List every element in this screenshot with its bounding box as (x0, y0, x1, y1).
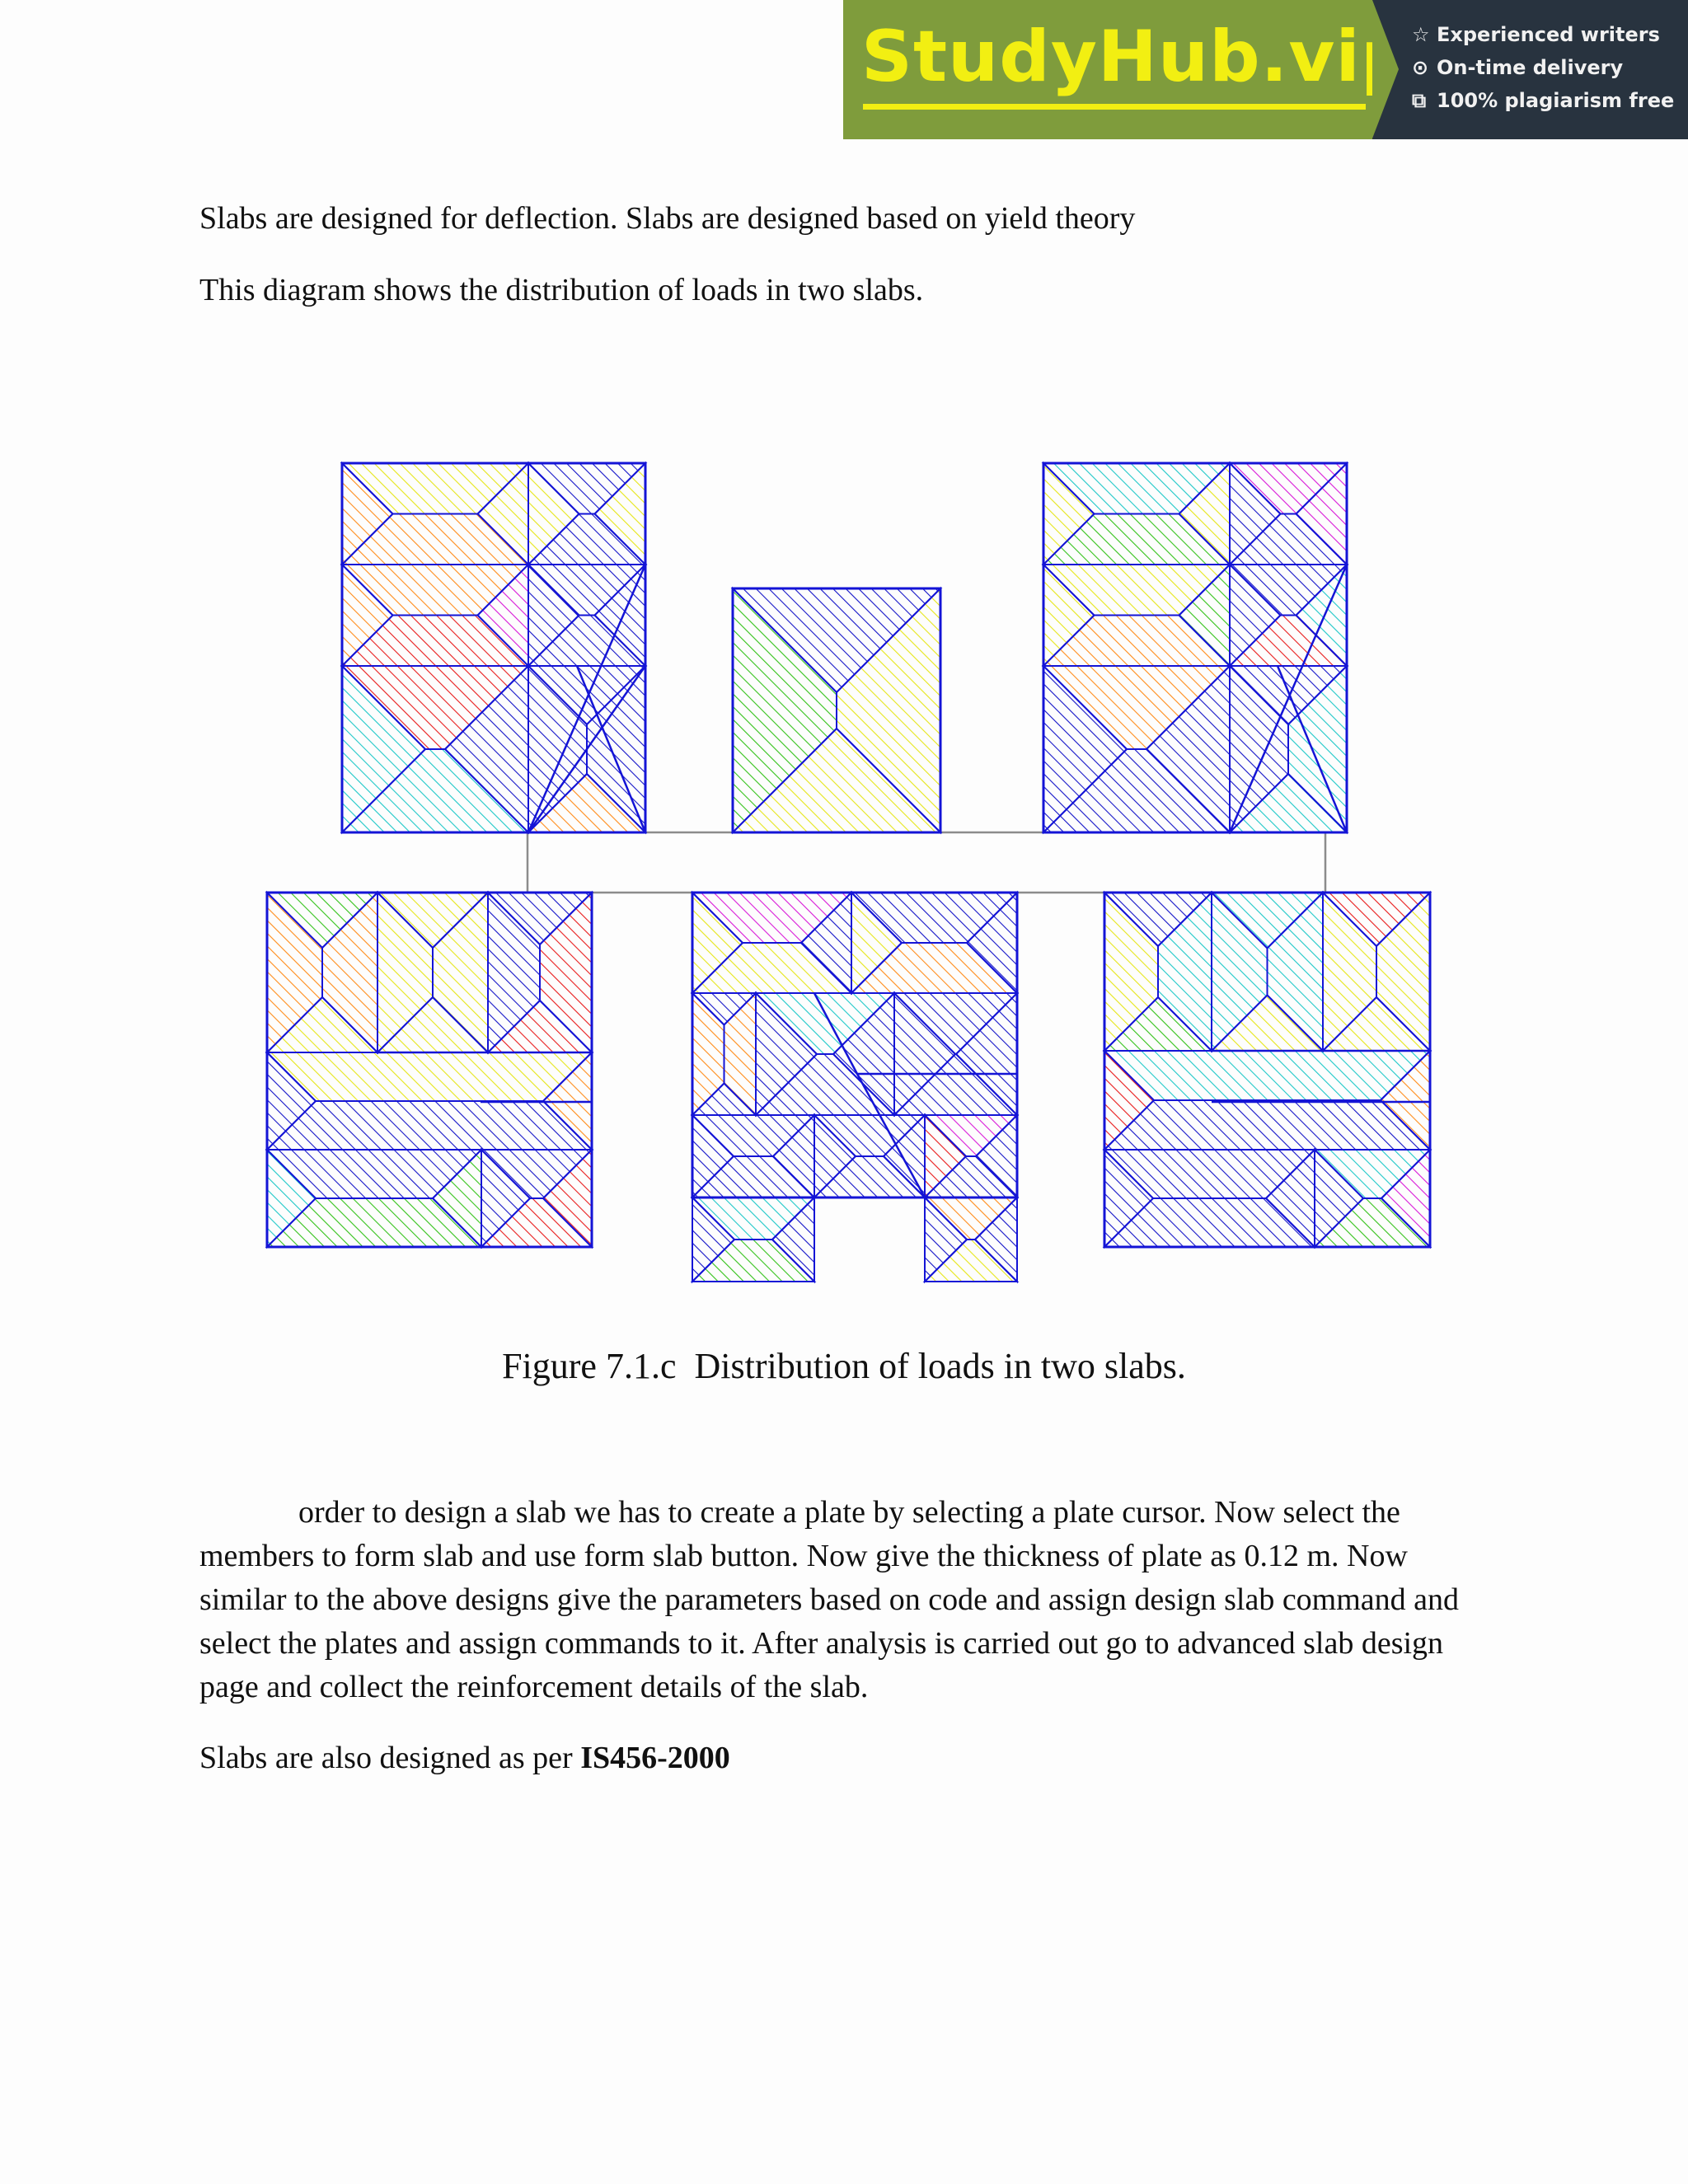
br-panel-4-bottom (1104, 1100, 1430, 1150)
perk-label: 100% plagiarism free (1437, 89, 1675, 112)
code-standard: IS456-2000 (580, 1741, 730, 1775)
body-paragraph: order to design a slab we has to create a plate by selecting a plate cursor. Now select the members to form slab and use form slab button. Now give the thickness of plate as 0.12 m. Now similar to the above designs give the parameters based on code and assign design slab command and select the plates and assign commands to it. After analysis is carried out go to advanced slab design page and collect the reinforcement details of the slab. (199, 1495, 1460, 1704)
intro-line-2: This diagram shows the distribution of loads in two slabs. (199, 273, 924, 307)
copy-icon: ⧉ (1412, 89, 1427, 112)
bl-panel-4-bottom (267, 1101, 592, 1150)
perk-label: On-time delivery (1437, 56, 1624, 79)
star-icon: ☆ (1412, 23, 1430, 46)
studyhub-logo: StudyHub.vip (861, 16, 1413, 98)
intro-line-1: Slabs are designed for deflection. Slabs are designed based on yield theory (199, 201, 1136, 236)
load-regions (267, 463, 1430, 1282)
code-reference-line (199, 1736, 1485, 1780)
clock-icon: ⊙ (1412, 56, 1429, 79)
br-panel-4-top (1104, 1051, 1430, 1100)
figure-caption: Figure 7.1.c Distribution of loads in two slabs. (502, 1346, 1186, 1386)
bl-panel-4-top (267, 1052, 592, 1101)
perk-label: Experienced writers (1437, 23, 1660, 46)
code-line-text: Slabs are also designed as per (199, 1741, 581, 1775)
frame-lines (528, 832, 1325, 893)
